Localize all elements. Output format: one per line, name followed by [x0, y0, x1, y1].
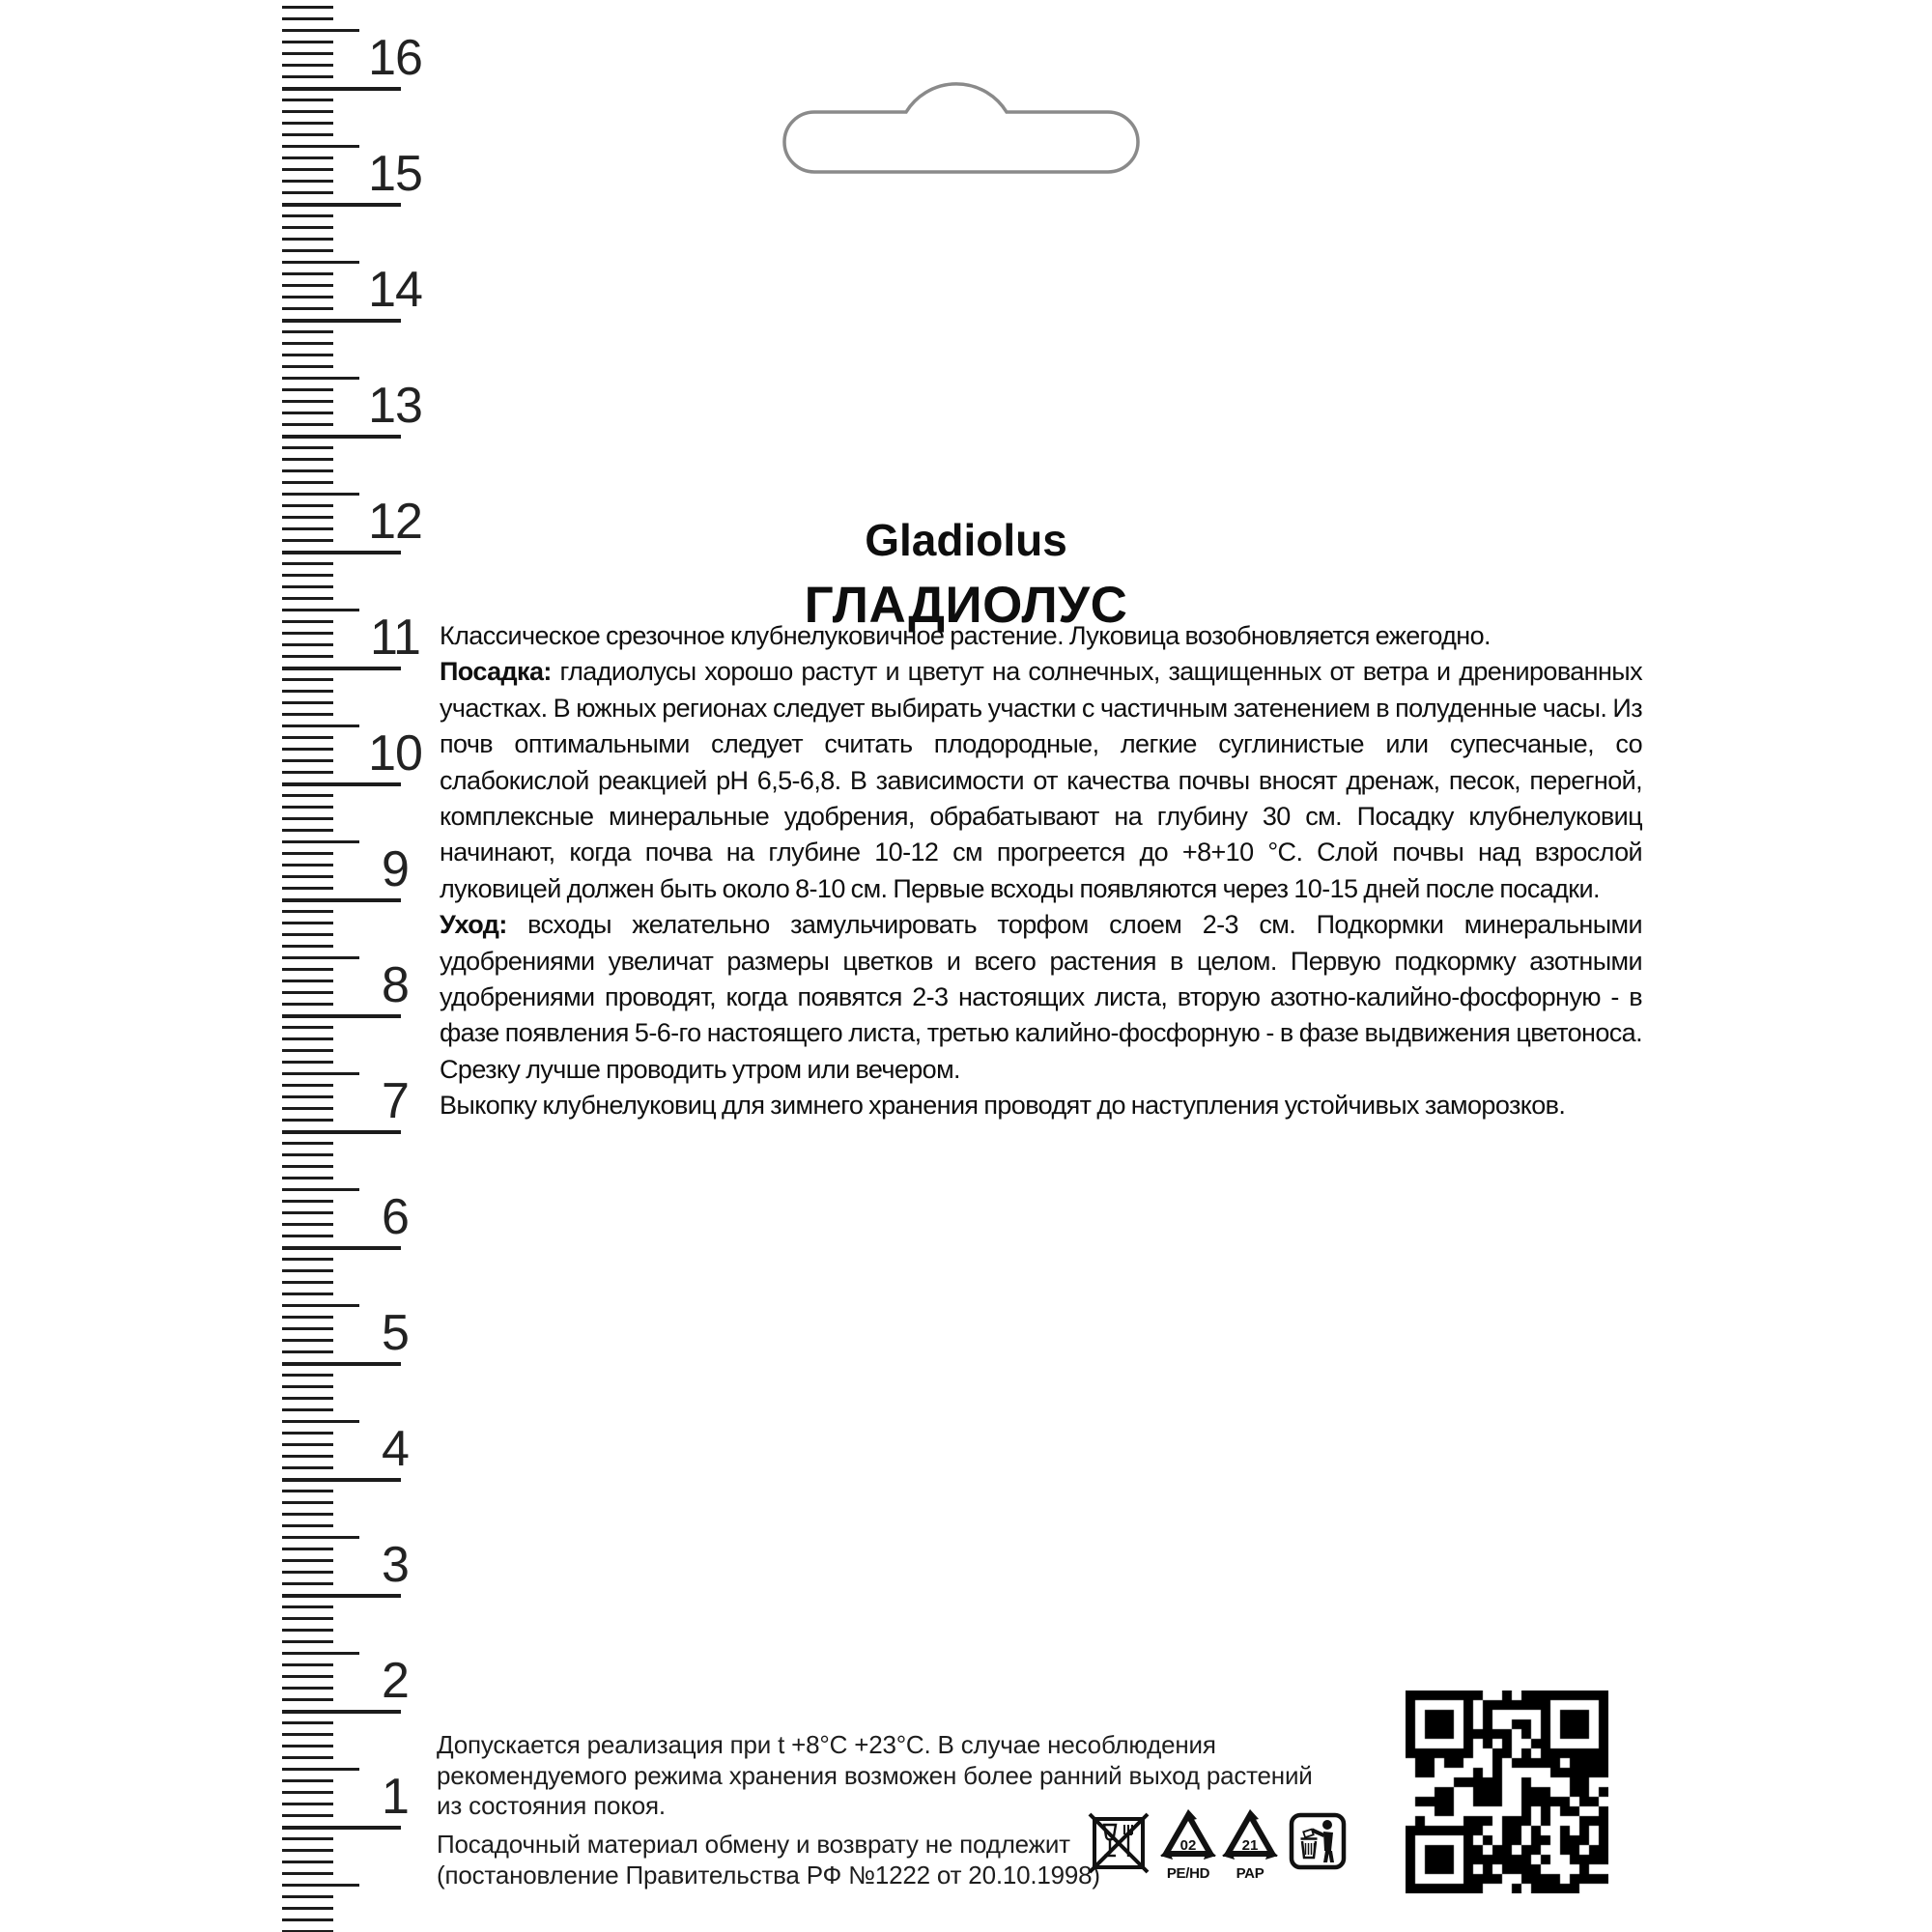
ruler-tick [282, 840, 359, 843]
ruler-tick [282, 29, 359, 32]
ruler-tick [282, 1872, 333, 1875]
storage-note [437, 1730, 1313, 1822]
ruler-tick [282, 272, 333, 275]
ruler-tick [282, 1095, 333, 1098]
ruler-tick [282, 1663, 333, 1666]
recycling-code-number: 02 [1179, 1837, 1197, 1854]
ruler-tick [282, 1037, 333, 1040]
ruler-tick [282, 1049, 333, 1052]
ruler-tick [282, 817, 333, 820]
ruler-tick [282, 829, 333, 832]
ruler-tick [282, 1861, 333, 1863]
ruler-tick [282, 1536, 359, 1539]
ruler-tick [282, 319, 401, 323]
ruler-number: 9 [382, 841, 409, 897]
ruler-tick [282, 724, 359, 727]
ruler-tick [282, 1327, 333, 1330]
ruler-tick [282, 1652, 359, 1655]
ruler-tick [282, 1014, 401, 1018]
ruler-tick [282, 1142, 333, 1145]
ruler-number: 5 [382, 1305, 409, 1361]
ruler-tick [282, 133, 333, 136]
ruler-tick [282, 1687, 333, 1690]
ruler-tick [282, 1768, 359, 1771]
ruler-tick [282, 945, 333, 948]
ruler-tick [282, 261, 359, 264]
ruler-tick [282, 1698, 333, 1701]
ruler-tick [282, 1223, 333, 1226]
ruler-tick [282, 6, 333, 9]
ruler-number: 2 [382, 1653, 409, 1709]
ruler-tick [282, 1211, 333, 1214]
ruler-tick [282, 99, 333, 101]
ruler-tick [282, 64, 333, 67]
ruler-tick [282, 1710, 401, 1714]
ruler-tick [282, 1837, 333, 1840]
ruler-tick [282, 1281, 333, 1284]
ruler-tick [282, 145, 359, 148]
ruler-tick [282, 1675, 333, 1678]
care-instructions [440, 618, 1642, 1124]
intro-paragraph [440, 618, 1642, 654]
ruler-tick [282, 667, 401, 670]
ruler-tick [282, 1745, 333, 1747]
care-text: всходы желательно замульчировать торфом слоем 2-3 см. Подкормки минеральными удобрениями увеличат размеры цветков и всего растения в целом. Первую подкормку азотными удобрениями проводят, когда появятся 2-3 настоящих листа, вторую азотно-калийно-фосфорную - в фазе появления 5-6-го настоящего листа, третью калийно-фосфорную - в фазе выдвижения цветоноса. Срезку лучше проводить утром или вечером. [440, 910, 1642, 1084]
ruler-number: 10 [368, 725, 422, 781]
ruler-tick [282, 1269, 333, 1272]
ruler-number: 6 [382, 1189, 409, 1245]
ruler-tick [282, 956, 359, 959]
ruler-tick [282, 852, 333, 855]
euro-slot-outline-icon [779, 81, 1146, 182]
ruler-tick [282, 41, 333, 43]
ruler-tick [282, 910, 333, 913]
ruler-number: 12 [368, 494, 422, 550]
ruler-tick [282, 1177, 333, 1179]
ruler-tick [282, 1397, 333, 1400]
recycling-code-number: 21 [1241, 1837, 1259, 1854]
ruler-tick [282, 933, 333, 936]
ruler-tick [282, 1385, 333, 1388]
ruler-tick [282, 1107, 333, 1110]
ruler-tick [282, 1258, 333, 1261]
ruler-number: 7 [382, 1073, 409, 1129]
ruler-tick [282, 249, 333, 252]
ruler-tick [282, 75, 333, 78]
ruler-tick [282, 806, 333, 809]
ruler-tick [282, 1072, 359, 1075]
digging-text: Выкопку клубнелуковиц для зимнего хранения проводят до наступления устойчивых заморозков. [440, 1091, 1566, 1121]
ruler-tick [282, 458, 333, 461]
ruler-tick [282, 156, 333, 159]
ruler-tick [282, 87, 401, 91]
ruler-tick [282, 690, 333, 693]
ruler-tick [282, 17, 333, 20]
ruler-tick [282, 110, 333, 113]
ruler-number: 15 [368, 146, 422, 202]
ruler-tick [282, 214, 333, 217]
ruler-tick [282, 759, 333, 762]
storage-note-line: рекомендуемого режима хранения возможен более ранний выход растений [437, 1760, 1313, 1790]
no-food-contact-icon [1088, 1812, 1150, 1879]
ruler-tick [282, 1084, 333, 1087]
ruler-tick [282, 1733, 333, 1736]
ruler-tick [282, 284, 333, 287]
ruler-tick [282, 968, 333, 971]
ruler-number: 16 [368, 30, 422, 86]
ruler-tick [282, 1003, 333, 1006]
ruler-tick [282, 1374, 333, 1377]
ruler-tick [282, 1501, 333, 1504]
ruler-tick [282, 377, 359, 380]
ruler-tick [282, 1779, 333, 1782]
ruler-tick [282, 1316, 333, 1319]
ruler-tick [282, 1849, 333, 1852]
ruler-tick [282, 1235, 333, 1237]
ruler-tick [282, 1130, 401, 1134]
ruler-tick [282, 1408, 333, 1411]
legal-note-line: Посадочный материал обмену и возврату не подлежит [437, 1830, 1070, 1859]
ruler-tick [282, 1907, 333, 1910]
ruler-tick [282, 412, 333, 414]
ruler-tick [282, 1629, 333, 1632]
ruler-tick [282, 1304, 359, 1307]
ruler-tick [282, 1571, 333, 1574]
ruler-tick [282, 1466, 333, 1469]
ruler-tick [282, 1362, 401, 1366]
legal-note-line: (постановление Правительства РФ №1222 от 20.10.1998) [437, 1860, 1100, 1889]
ruler-tick [282, 1640, 333, 1643]
ruler-tick [282, 782, 401, 786]
ruler-tick [282, 1455, 333, 1458]
ruler-tick [282, 52, 333, 55]
ruler-tick [282, 1803, 333, 1805]
ruler-tick [282, 446, 333, 449]
ruler-tick [282, 794, 333, 797]
qr-code [1406, 1690, 1608, 1893]
ruler-number: 3 [382, 1537, 409, 1593]
ruler-tick [282, 1814, 333, 1817]
ruler-tick [282, 1895, 333, 1898]
ruler-tick [282, 504, 333, 507]
ruler-tick [282, 1293, 333, 1295]
ruler-tick [282, 1061, 333, 1064]
ruler-tick [282, 887, 333, 890]
ruler-tick [282, 354, 333, 356]
ruler-tick [282, 864, 333, 867]
ruler-tick [282, 1188, 359, 1191]
tidyman-icon [1289, 1812, 1347, 1875]
ruler-number: 13 [368, 378, 422, 434]
ruler-tick [282, 238, 333, 241]
recycling-code-icon-pap [1219, 1809, 1281, 1881]
ruler-tick [282, 1420, 359, 1423]
ruler-tick [282, 713, 333, 716]
ruler-number: 14 [368, 262, 422, 318]
ruler-tick [282, 1443, 333, 1446]
ruler-tick [282, 655, 333, 658]
recycling-material-label: PE/HD [1166, 1865, 1210, 1882]
ruler-tick [282, 203, 401, 207]
ruler-tick [282, 643, 333, 646]
ruler-tick [282, 771, 333, 774]
ruler-tick [282, 898, 401, 902]
ruler-tick [282, 493, 359, 496]
ruler-tick [282, 1594, 401, 1598]
ruler-tick [282, 1756, 333, 1759]
ruler-tick [282, 1582, 333, 1585]
planting-text: гладиолусы хорошо растут и цветут на солнечных, защищенных от ветра и дренированных участках. В южных регионах следует выбирать участки с частичным затенением в полуденные часы. Из почв оптимальными следует считать плодородные, легкие суглинистые или супесчаные, со слабокислой реакцией pH 6,5-6,8. В зависимости от качества почвы вносят дренаж, песок, перегной, комплексные минеральные удобрения, обрабатывают на глубину 30 см. Посадку клубнелуковиц начинают, когда почва на глубине 10-12 см прогреется до +8+10 °C. Слой почвы над взрослой луковицей должен быть около 8-10 см. Первые всходы появляются через 10-15 дней после посадки. [440, 657, 1642, 903]
ruler-tick [282, 1826, 401, 1830]
digging-paragraph [440, 1088, 1642, 1123]
ruler-tick [282, 736, 333, 739]
ruler-tick [282, 330, 333, 333]
ruler-tick [282, 365, 333, 368]
ruler-tick [282, 1548, 333, 1550]
ruler-tick [282, 342, 333, 345]
ruler-tick [282, 922, 333, 924]
intro-text: Классическое срезочное клубнелуковичное растение. Луковица возобновляется ежегодно. [440, 621, 1491, 650]
ruler-tick [282, 1119, 333, 1122]
ruler-tick [282, 423, 333, 426]
ruler-tick [282, 1559, 333, 1562]
ruler-tick [282, 1605, 333, 1608]
ruler-tick [282, 469, 333, 472]
ruler-tick [282, 1490, 333, 1492]
ruler-tick [282, 1350, 333, 1353]
recycling-material-label: PAP [1236, 1865, 1264, 1882]
ruler-tick [282, 1339, 333, 1342]
ruler-tick [282, 388, 333, 391]
ruler-tick [282, 1478, 401, 1482]
ruler-tick [282, 1884, 359, 1887]
ruler-tick [282, 991, 333, 994]
care-label: Уход: [440, 910, 507, 940]
euro-hang-slot [779, 81, 1146, 186]
ruler-tick [282, 701, 333, 704]
ruler-tick [282, 307, 333, 310]
ruler-tick [282, 435, 401, 439]
ruler-number: 11 [370, 610, 420, 666]
ruler-tick [282, 1165, 333, 1168]
title-cyrillic: ГЛАДИОЛУС [804, 577, 1128, 634]
ruler-tick [282, 481, 333, 484]
ruler-tick [282, 1153, 333, 1156]
recycling-code-icon-pehd [1157, 1809, 1219, 1881]
storage-note-line: из состояния покоя. [437, 1791, 666, 1821]
ruler-tick [282, 748, 333, 751]
ruler-tick [282, 191, 333, 194]
ruler-tick [282, 122, 333, 125]
ruler-tick [282, 1513, 333, 1516]
ruler-number: 4 [382, 1421, 409, 1477]
ruler-tick [282, 168, 333, 171]
legal-note [437, 1830, 1100, 1890]
ruler-tick [282, 1246, 401, 1250]
ruler-tick [282, 678, 333, 681]
ruler-tick [282, 1721, 333, 1724]
ruler-tick [282, 1200, 333, 1203]
care-paragraph [440, 907, 1642, 1088]
ruler-tick [282, 1791, 333, 1794]
ruler-tick [282, 1617, 333, 1620]
planting-label: Посадка: [440, 657, 552, 687]
title-latin: Gladiolus [865, 515, 1067, 565]
ruler-tick [282, 1918, 333, 1921]
ruler-tick [282, 180, 333, 183]
storage-note-line: Допускается реализация при t +8°C +23°C. В случае несоблюдения [437, 1730, 1216, 1759]
ruler-tick [282, 980, 333, 982]
ruler-tick [282, 1432, 333, 1435]
planting-paragraph [440, 654, 1642, 907]
ruler-tick [282, 875, 333, 878]
ruler-tick [282, 1524, 333, 1527]
ruler-tick [282, 296, 333, 298]
ruler-tick [282, 400, 333, 403]
ruler-number: 1 [382, 1769, 409, 1825]
ruler-tick [282, 226, 333, 229]
ruler-number: 8 [382, 957, 409, 1013]
ruler-tick [282, 1026, 333, 1029]
